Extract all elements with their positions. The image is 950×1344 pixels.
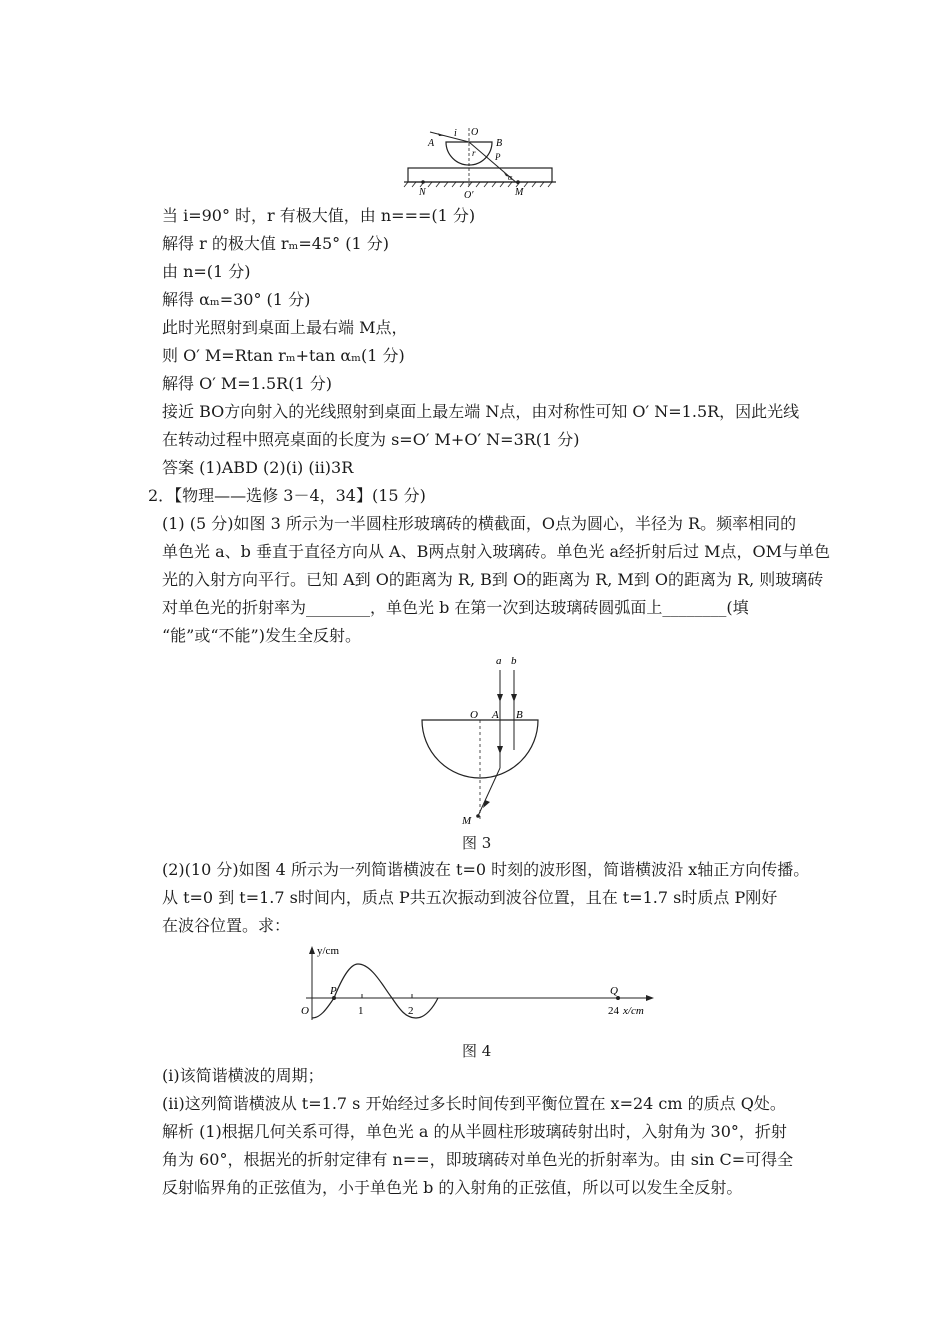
solution-line-9: 在转动过程中照亮桌面的长度为 s=O′ M+O′ N=3R(1 分) bbox=[162, 430, 580, 449]
part1-line-5: “能”或“不能”)发生全反射。 bbox=[162, 626, 361, 645]
fig4-origin: O bbox=[301, 1005, 309, 1017]
analysis-line-1: 解析 (1)根据几何关系可得，单色光 a 的从半圆柱形玻璃砖射出时，入射角为 30°，折射 bbox=[162, 1122, 787, 1141]
label-i: i bbox=[454, 128, 457, 139]
figure-semicircle-table bbox=[400, 122, 560, 204]
fig3-label-O: O bbox=[470, 709, 478, 721]
sub-question-2: (ⅱ)这列简谐横波从 t=1.7 s 开始经过多长时间传到平衡位置在 x=24 cm 的质点 Q处。 bbox=[162, 1094, 786, 1113]
solution-line-3: 由 n=(1 分) bbox=[162, 262, 251, 281]
analysis-line-2: 角为 60°，根据光的折射定律有 n==，即玻璃砖对单色光的折射率为。由 sin C=可得全 bbox=[162, 1150, 794, 1169]
label-O-prime: O′ bbox=[464, 190, 474, 201]
fig4-tick-2: 2 bbox=[408, 1005, 414, 1017]
fig3-label-M: M bbox=[462, 815, 472, 827]
solution-line-8: 接近 BO方向射入的光线照射到桌面上最左端 N点，由对称性可知 O′ N=1.5R，因此光线 bbox=[162, 402, 800, 421]
part2-line-2: 从 t=0 到 t=1.7 s时间内，质点 P共五次振动到波谷位置，且在 t=1.7 s时质点 P刚好 bbox=[162, 888, 778, 907]
figure-3-semicircle bbox=[410, 650, 550, 830]
label-r: r bbox=[472, 148, 476, 158]
part1-line-2: 单色光 a、b 垂直于直径方向从 A、B两点射入玻璃砖。单色光 a经折射后过 M点，OM与单色 bbox=[162, 542, 830, 561]
fig4-x-label: x/cm bbox=[623, 1005, 644, 1017]
part1-line-4: 对单色光的折射率为________，单色光 b 在第一次到达玻璃砖圆弧面上________(填 bbox=[162, 598, 749, 617]
fig4-tick-1: 1 bbox=[358, 1005, 364, 1017]
fig3-label-a: a bbox=[496, 655, 502, 667]
label-O: O bbox=[471, 127, 479, 138]
label-M: M bbox=[515, 187, 524, 198]
fig4-label-P: P bbox=[330, 985, 337, 997]
fig3-label-B: B bbox=[516, 709, 523, 721]
part1-line-1: (1) (5 分)如图 3 所示为一半圆柱形玻璃砖的横截面，O点为圆心，半径为 R。频率相同的 bbox=[162, 514, 797, 533]
fig4-y-label: y/cm bbox=[317, 945, 339, 957]
label-alpha: α bbox=[508, 173, 513, 182]
solution-line-1: 当 i=90° 时，r 有极大值，由 n===(1 分) bbox=[162, 206, 476, 225]
answer-line: 答案 (1)ABD (2)(ⅰ) (ⅱ)3R bbox=[162, 458, 354, 477]
solution-line-5: 此时光照射到桌面上最右端 M点， bbox=[162, 318, 408, 337]
solution-line-4: 解得 αₘ=30° (1 分) bbox=[162, 290, 311, 309]
figure-4-caption: 图 4 bbox=[462, 1042, 492, 1060]
label-A: A bbox=[428, 138, 435, 149]
analysis-line-3: 反射临界角的正弦值为，小于单色光 b 的入射角的正弦值，所以可以发生全反射。 bbox=[162, 1178, 743, 1197]
question-2-heading: 2．【物理——选修 3－4，34】(15 分) bbox=[148, 486, 426, 505]
solution-line-7: 解得 O′ M=1.5R(1 分) bbox=[162, 374, 332, 393]
figure-4-wave bbox=[296, 942, 666, 1022]
fig3-label-b: b bbox=[511, 655, 517, 667]
fig3-label-A: A bbox=[492, 709, 499, 721]
label-B: B bbox=[496, 138, 503, 149]
label-N: N bbox=[419, 187, 426, 198]
part1-line-3: 光的入射方向平行。已知 A到 O的距离为 R, B到 O的距离为 R, M到 O的距离为 R, 则玻璃砖 bbox=[162, 570, 824, 589]
sub-question-1: (ⅰ)该简谐横波的周期； bbox=[162, 1066, 324, 1085]
solution-line-2: 解得 r 的极大值 rₘ=45° (1 分) bbox=[162, 234, 389, 253]
label-P: P bbox=[495, 152, 501, 162]
part2-line-3: 在波谷位置。求： bbox=[162, 916, 291, 935]
fig4-tick-24: 24 bbox=[608, 1005, 619, 1017]
fig4-label-Q: Q bbox=[610, 985, 618, 997]
part2-line-1: (2)(10 分)如图 4 所示为一列简谐横波在 t=0 时刻的波形图，简谐横波沿 x轴正方向传播。 bbox=[162, 860, 810, 879]
solution-line-6: 则 O′ M=Rtan rₘ+tan αₘ(1 分) bbox=[162, 346, 405, 365]
figure-3-caption: 图 3 bbox=[462, 834, 492, 852]
